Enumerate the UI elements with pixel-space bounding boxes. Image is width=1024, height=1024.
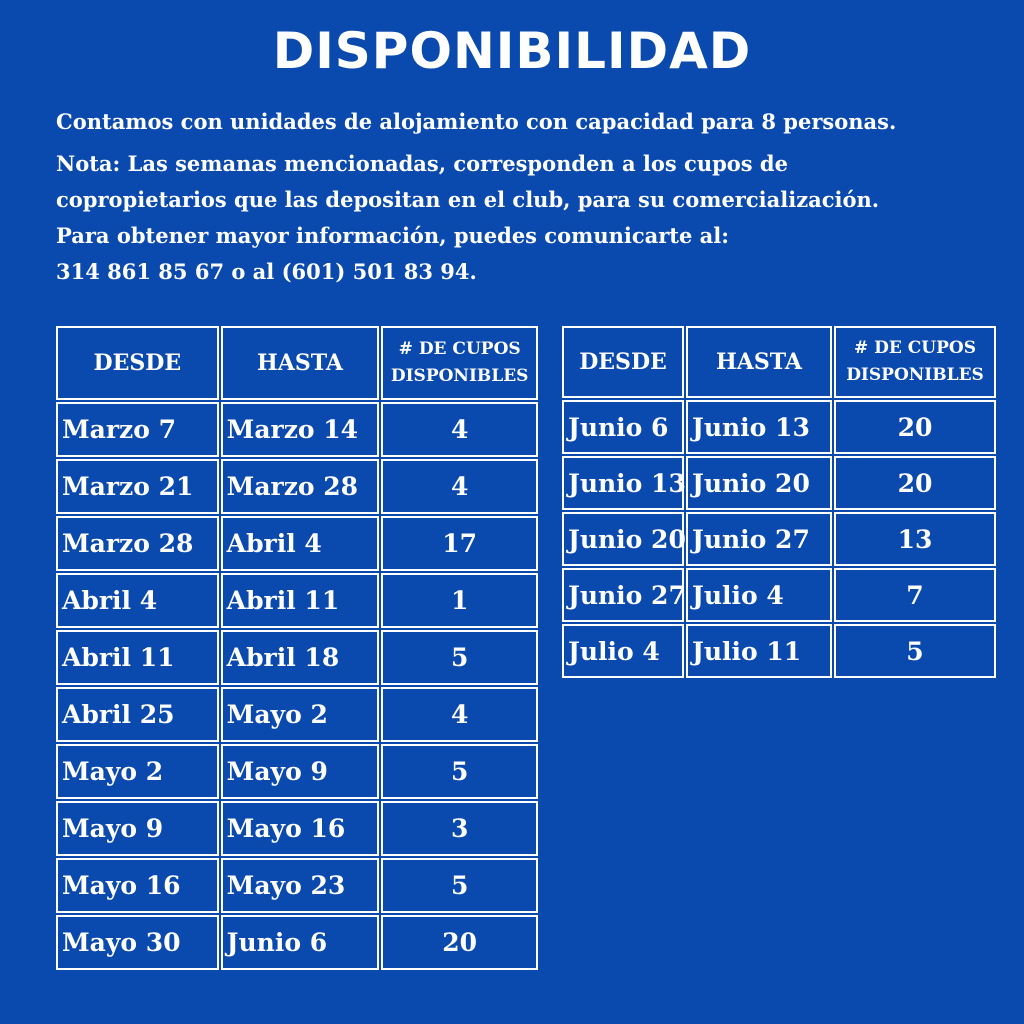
cell-hasta: Junio 27 (686, 512, 832, 566)
cell-cupos: 13 (834, 512, 996, 566)
table-header-row (562, 326, 996, 398)
cell-hasta: Mayo 9 (221, 744, 380, 799)
column-header-hasta: HASTA (686, 326, 832, 398)
note-line: copropietarios que las depositan en el club, para su comercialización. (56, 187, 880, 212)
cell-cupos: 5 (834, 624, 996, 678)
note-line: Nota: Las semanas mencionadas, corresponden a los cupos de (56, 151, 788, 176)
contact-line: Para obtener mayor información, puedes comunicarte al: (56, 223, 730, 248)
column-header-desde: DESDE (562, 326, 684, 398)
cell-desde: Marzo 28 (56, 516, 219, 571)
cell-desde: Junio 6 (562, 400, 684, 454)
cell-hasta: Junio 13 (686, 400, 832, 454)
table-row (562, 624, 996, 678)
table-row (56, 858, 538, 913)
availability-table-right (560, 324, 998, 680)
table-row (56, 915, 538, 970)
cell-cupos: 1 (381, 573, 538, 628)
table-row (56, 687, 538, 742)
column-header-cupos (381, 326, 538, 400)
table-row (56, 630, 538, 685)
column-header-cupos-line2: DISPONIBLES (390, 366, 529, 386)
phone-numbers: 314 861 85 67 o al (601) 501 83 94. (56, 259, 477, 284)
cell-hasta: Abril 11 (221, 573, 380, 628)
page-title: DISPONIBILIDAD (272, 22, 752, 80)
intro-text: Contamos con unidades de alojamiento con capacidad para 8 personas. (56, 109, 897, 134)
cell-hasta: Abril 4 (221, 516, 380, 571)
cell-cupos: 5 (381, 630, 538, 685)
cell-desde: Marzo 7 (56, 402, 219, 457)
cell-desde: Junio 27 (562, 568, 684, 622)
cell-desde: Abril 25 (56, 687, 219, 742)
cell-cupos: 4 (381, 459, 538, 514)
column-header-cupos-line2: DISPONIBLES (846, 365, 984, 385)
table-row (56, 459, 538, 514)
cell-cupos: 4 (381, 402, 538, 457)
cell-cupos: 5 (381, 858, 538, 913)
table-row (562, 456, 996, 510)
column-header-cupos (834, 326, 996, 398)
cell-hasta: Marzo 28 (221, 459, 380, 514)
cell-hasta: Junio 6 (221, 915, 380, 970)
table-row (56, 516, 538, 571)
cell-desde: Abril 4 (56, 573, 219, 628)
cell-cupos: 4 (381, 687, 538, 742)
table-row (562, 512, 996, 566)
cell-desde: Abril 11 (56, 630, 219, 685)
cell-cupos: 17 (381, 516, 538, 571)
cell-cupos: 20 (834, 400, 996, 454)
cell-cupos: 20 (381, 915, 538, 970)
table-row (562, 400, 996, 454)
cell-desde: Mayo 9 (56, 801, 219, 856)
cell-hasta: Junio 20 (686, 456, 832, 510)
cell-desde: Mayo 16 (56, 858, 219, 913)
cell-hasta: Mayo 16 (221, 801, 380, 856)
table-row (56, 402, 538, 457)
cell-hasta: Marzo 14 (221, 402, 380, 457)
cell-desde: Junio 13 (562, 456, 684, 510)
table-row (56, 744, 538, 799)
cell-cupos: 3 (381, 801, 538, 856)
cell-hasta: Julio 11 (686, 624, 832, 678)
cell-desde: Junio 20 (562, 512, 684, 566)
column-header-cupos-line1: # DE CUPOS (398, 339, 521, 359)
table-row (56, 573, 538, 628)
table-header-row (56, 326, 538, 400)
cell-desde: Mayo 2 (56, 744, 219, 799)
cell-hasta: Abril 18 (221, 630, 380, 685)
cell-hasta: Julio 4 (686, 568, 832, 622)
column-header-hasta: HASTA (221, 326, 380, 400)
cell-cupos: 7 (834, 568, 996, 622)
table-row (56, 801, 538, 856)
cell-desde: Marzo 21 (56, 459, 219, 514)
cell-cupos: 20 (834, 456, 996, 510)
column-header-desde: DESDE (56, 326, 219, 400)
note-block (56, 146, 988, 290)
cell-hasta: Mayo 23 (221, 858, 380, 913)
column-header-cupos-line1: # DE CUPOS (853, 338, 976, 358)
availability-table-left (54, 324, 540, 972)
cell-desde: Julio 4 (562, 624, 684, 678)
table-row (562, 568, 996, 622)
cell-desde: Mayo 30 (56, 915, 219, 970)
cell-cupos: 5 (381, 744, 538, 799)
cell-hasta: Mayo 2 (221, 687, 380, 742)
